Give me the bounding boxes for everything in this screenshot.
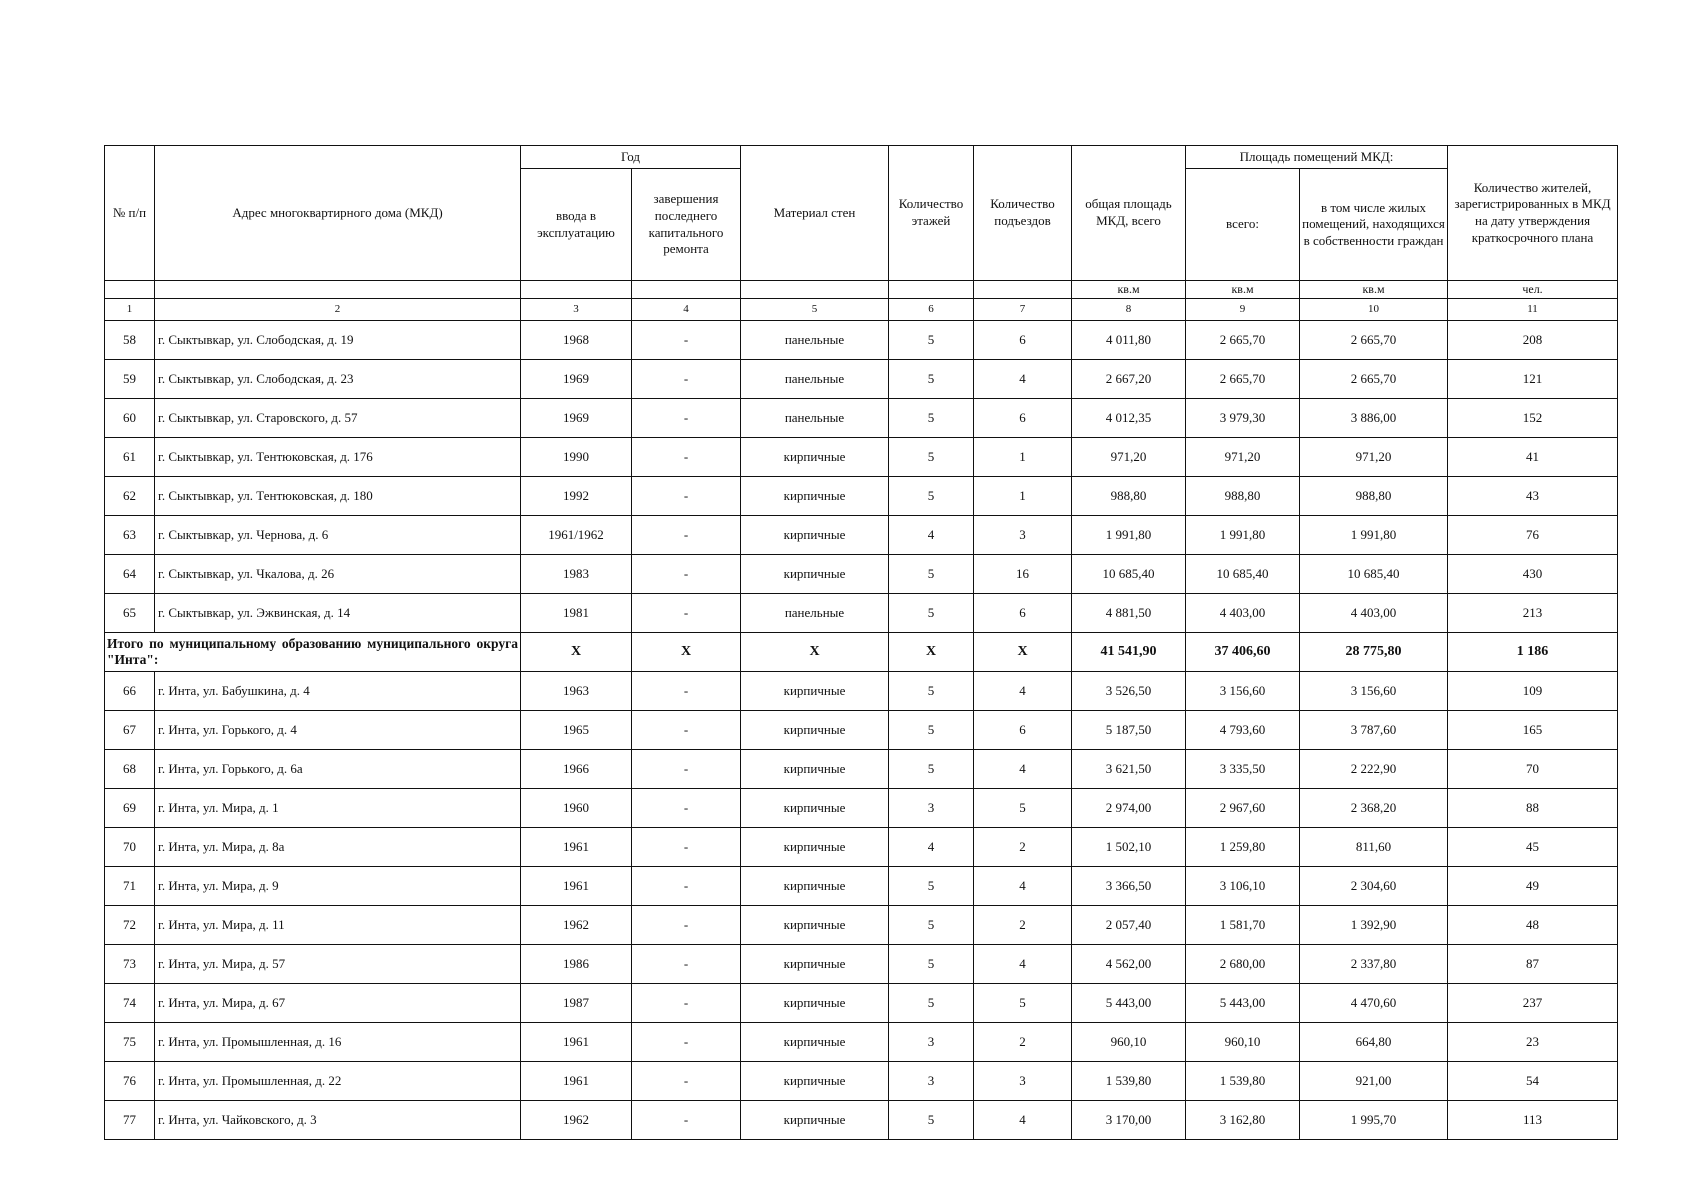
row-floors: 4 xyxy=(889,516,974,555)
row-residents: 43 xyxy=(1448,477,1618,516)
column-index: 8 xyxy=(1072,299,1186,321)
row-year-repair: - xyxy=(632,477,741,516)
table-row xyxy=(105,867,1618,906)
row-address: г. Сыктывкар, ул. Чернова, д. 6 xyxy=(155,516,521,555)
unit-area-residential: кв.м xyxy=(1300,281,1448,299)
row-area-residential: 971,20 xyxy=(1300,438,1448,477)
row-address: г. Инта, ул. Горького, д. 6а xyxy=(155,750,521,789)
row-number: 63 xyxy=(105,516,155,555)
row-area-all: 1 259,80 xyxy=(1186,828,1300,867)
column-index: 10 xyxy=(1300,299,1448,321)
header-area-group: Площадь помещений МКД: xyxy=(1186,146,1448,169)
row-number: 69 xyxy=(105,789,155,828)
row-total-area: 2 667,20 xyxy=(1072,360,1186,399)
row-year-commission: 1962 xyxy=(521,906,632,945)
row-area-residential: 2 368,20 xyxy=(1300,789,1448,828)
row-entrances: 3 xyxy=(974,516,1072,555)
row-wall-material: кирпичные xyxy=(741,1062,889,1101)
row-year-repair: - xyxy=(632,321,741,360)
row-year-repair: - xyxy=(632,828,741,867)
row-residents: 23 xyxy=(1448,1023,1618,1062)
unit-empty xyxy=(889,281,974,299)
row-year-commission: 1987 xyxy=(521,984,632,1023)
row-area-residential: 2 337,80 xyxy=(1300,945,1448,984)
row-total-area: 1 502,10 xyxy=(1072,828,1186,867)
row-total-area: 2 974,00 xyxy=(1072,789,1186,828)
row-area-residential: 921,00 xyxy=(1300,1062,1448,1101)
row-address: г. Сыктывкар, ул. Слободская, д. 19 xyxy=(155,321,521,360)
row-floors: 5 xyxy=(889,1101,974,1140)
total-repair: X xyxy=(632,633,741,672)
row-number: 60 xyxy=(105,399,155,438)
column-index-row xyxy=(105,299,1618,321)
row-area-residential: 1 995,70 xyxy=(1300,1101,1448,1140)
row-area-all: 971,20 xyxy=(1186,438,1300,477)
row-total-area: 5 443,00 xyxy=(1072,984,1186,1023)
row-floors: 3 xyxy=(889,789,974,828)
header-year-repair: завершения последнего капитального ремонта xyxy=(632,169,741,281)
header-wall-material: Материал стен xyxy=(741,146,889,281)
row-entrances: 4 xyxy=(974,867,1072,906)
row-number: 58 xyxy=(105,321,155,360)
row-year-commission: 1960 xyxy=(521,789,632,828)
row-floors: 5 xyxy=(889,555,974,594)
row-year-commission: 1961 xyxy=(521,867,632,906)
table-row xyxy=(105,672,1618,711)
row-entrances: 4 xyxy=(974,672,1072,711)
row-number: 65 xyxy=(105,594,155,633)
row-area-residential: 2 665,70 xyxy=(1300,321,1448,360)
row-year-repair: - xyxy=(632,984,741,1023)
row-floors: 3 xyxy=(889,1023,974,1062)
row-area-residential: 2 222,90 xyxy=(1300,750,1448,789)
row-floors: 5 xyxy=(889,477,974,516)
column-index: 3 xyxy=(521,299,632,321)
row-residents: 121 xyxy=(1448,360,1618,399)
table-row xyxy=(105,477,1618,516)
row-residents: 70 xyxy=(1448,750,1618,789)
row-year-commission: 1961 xyxy=(521,1023,632,1062)
unit-empty xyxy=(974,281,1072,299)
row-year-repair: - xyxy=(632,1062,741,1101)
row-year-repair: - xyxy=(632,594,741,633)
row-address: г. Инта, ул. Чайковского, д. 3 xyxy=(155,1101,521,1140)
table-row xyxy=(105,906,1618,945)
row-year-commission: 1961/1962 xyxy=(521,516,632,555)
row-area-residential: 988,80 xyxy=(1300,477,1448,516)
unit-empty xyxy=(521,281,632,299)
row-number: 68 xyxy=(105,750,155,789)
row-total-area: 4 012,35 xyxy=(1072,399,1186,438)
row-address: г. Инта, ул. Мира, д. 1 xyxy=(155,789,521,828)
row-area-residential: 4 403,00 xyxy=(1300,594,1448,633)
row-number: 73 xyxy=(105,945,155,984)
row-residents: 48 xyxy=(1448,906,1618,945)
row-area-all: 960,10 xyxy=(1186,1023,1300,1062)
row-residents: 54 xyxy=(1448,1062,1618,1101)
row-total-area: 3 526,50 xyxy=(1072,672,1186,711)
row-year-commission: 1966 xyxy=(521,750,632,789)
row-residents: 165 xyxy=(1448,711,1618,750)
table-row xyxy=(105,438,1618,477)
row-floors: 5 xyxy=(889,594,974,633)
header-residents: Количество жителей, зарегистрированных в МКД на дату утверждения краткосрочного плана xyxy=(1448,146,1618,281)
row-entrances: 4 xyxy=(974,1101,1072,1140)
header-area-residential: в том числе жилых помещений, находящихся в собственности граждан xyxy=(1300,169,1448,281)
row-residents: 76 xyxy=(1448,516,1618,555)
row-entrances: 6 xyxy=(974,711,1072,750)
row-year-repair: - xyxy=(632,438,741,477)
total-entrances: X xyxy=(974,633,1072,672)
row-number: 77 xyxy=(105,1101,155,1140)
row-area-all: 2 967,60 xyxy=(1186,789,1300,828)
total-year: X xyxy=(521,633,632,672)
row-year-commission: 1961 xyxy=(521,828,632,867)
row-year-commission: 1983 xyxy=(521,555,632,594)
table-row xyxy=(105,594,1618,633)
header-row-1 xyxy=(105,146,1618,169)
row-residents: 237 xyxy=(1448,984,1618,1023)
row-floors: 5 xyxy=(889,360,974,399)
table-row xyxy=(105,1062,1618,1101)
row-year-repair: - xyxy=(632,399,741,438)
row-number: 64 xyxy=(105,555,155,594)
row-area-residential: 10 685,40 xyxy=(1300,555,1448,594)
row-wall-material: кирпичные xyxy=(741,711,889,750)
row-wall-material: кирпичные xyxy=(741,984,889,1023)
row-year-repair: - xyxy=(632,1101,741,1140)
row-address: г. Сыктывкар, ул. Слободская, д. 23 xyxy=(155,360,521,399)
row-area-all: 3 156,60 xyxy=(1186,672,1300,711)
row-address: г. Инта, ул. Промышленная, д. 22 xyxy=(155,1062,521,1101)
row-area-all: 988,80 xyxy=(1186,477,1300,516)
row-wall-material: кирпичные xyxy=(741,1101,889,1140)
row-area-all: 4 793,60 xyxy=(1186,711,1300,750)
row-entrances: 2 xyxy=(974,828,1072,867)
row-address: г. Инта, ул. Бабушкина, д. 4 xyxy=(155,672,521,711)
row-number: 67 xyxy=(105,711,155,750)
row-area-all: 1 581,70 xyxy=(1186,906,1300,945)
row-year-commission: 1961 xyxy=(521,1062,632,1101)
row-entrances: 2 xyxy=(974,1023,1072,1062)
row-entrances: 16 xyxy=(974,555,1072,594)
row-residents: 41 xyxy=(1448,438,1618,477)
row-area-residential: 3 787,60 xyxy=(1300,711,1448,750)
row-area-all: 3 162,80 xyxy=(1186,1101,1300,1140)
row-year-repair: - xyxy=(632,945,741,984)
row-area-residential: 2 304,60 xyxy=(1300,867,1448,906)
row-entrances: 4 xyxy=(974,750,1072,789)
row-number: 71 xyxy=(105,867,155,906)
row-residents: 109 xyxy=(1448,672,1618,711)
row-area-all: 1 991,80 xyxy=(1186,516,1300,555)
row-address: г. Сыктывкар, ул. Старовского, д. 57 xyxy=(155,399,521,438)
header-entrances: Количество подъездов xyxy=(974,146,1072,281)
row-year-repair: - xyxy=(632,789,741,828)
row-address: г. Сыктывкар, ул. Эжвинская, д. 14 xyxy=(155,594,521,633)
unit-empty xyxy=(155,281,521,299)
header-year-commission: ввода в эксплуатацию xyxy=(521,169,632,281)
row-year-commission: 1992 xyxy=(521,477,632,516)
row-wall-material: кирпичные xyxy=(741,828,889,867)
row-entrances: 6 xyxy=(974,594,1072,633)
header-units-row xyxy=(105,281,1618,299)
row-year-repair: - xyxy=(632,672,741,711)
header-total-area: общая площадь МКД, всего xyxy=(1072,146,1186,281)
row-total-area: 10 685,40 xyxy=(1072,555,1186,594)
row-wall-material: панельные xyxy=(741,594,889,633)
row-address: г. Сыктывкар, ул. Тентюковская, д. 180 xyxy=(155,477,521,516)
row-floors: 5 xyxy=(889,750,974,789)
row-area-residential: 2 665,70 xyxy=(1300,360,1448,399)
housing-table xyxy=(104,145,1618,1140)
column-index: 7 xyxy=(974,299,1072,321)
row-year-repair: - xyxy=(632,555,741,594)
row-wall-material: кирпичные xyxy=(741,750,889,789)
total-all: 37 406,60 xyxy=(1186,633,1300,672)
column-index: 6 xyxy=(889,299,974,321)
row-residents: 113 xyxy=(1448,1101,1618,1140)
column-index: 4 xyxy=(632,299,741,321)
total-label: Итого по муниципальному образованию муниципального округа "Инта": xyxy=(105,633,521,672)
row-floors: 5 xyxy=(889,945,974,984)
table-row xyxy=(105,399,1618,438)
table-row xyxy=(105,1101,1618,1140)
row-floors: 5 xyxy=(889,321,974,360)
row-residents: 208 xyxy=(1448,321,1618,360)
row-total-area: 1 539,80 xyxy=(1072,1062,1186,1101)
row-year-commission: 1986 xyxy=(521,945,632,984)
row-wall-material: кирпичные xyxy=(741,906,889,945)
row-year-repair: - xyxy=(632,1023,741,1062)
row-year-repair: - xyxy=(632,711,741,750)
row-entrances: 4 xyxy=(974,360,1072,399)
row-number: 74 xyxy=(105,984,155,1023)
table-row xyxy=(105,711,1618,750)
row-entrances: 2 xyxy=(974,906,1072,945)
row-year-commission: 1968 xyxy=(521,321,632,360)
row-wall-material: кирпичные xyxy=(741,555,889,594)
row-number: 61 xyxy=(105,438,155,477)
row-residents: 213 xyxy=(1448,594,1618,633)
row-total-area: 4 562,00 xyxy=(1072,945,1186,984)
row-area-all: 4 403,00 xyxy=(1186,594,1300,633)
row-floors: 4 xyxy=(889,828,974,867)
unit-empty xyxy=(741,281,889,299)
row-area-all: 10 685,40 xyxy=(1186,555,1300,594)
row-floors: 5 xyxy=(889,711,974,750)
row-year-repair: - xyxy=(632,516,741,555)
unit-area-all: кв.м xyxy=(1186,281,1300,299)
table-row xyxy=(105,750,1618,789)
row-area-all: 2 680,00 xyxy=(1186,945,1300,984)
row-entrances: 5 xyxy=(974,789,1072,828)
header-floors: Количество этажей xyxy=(889,146,974,281)
row-wall-material: кирпичные xyxy=(741,1023,889,1062)
column-index: 2 xyxy=(155,299,521,321)
row-floors: 5 xyxy=(889,672,974,711)
row-number: 70 xyxy=(105,828,155,867)
row-area-residential: 3 886,00 xyxy=(1300,399,1448,438)
row-floors: 5 xyxy=(889,438,974,477)
table-row xyxy=(105,789,1618,828)
row-number: 76 xyxy=(105,1062,155,1101)
row-area-residential: 664,80 xyxy=(1300,1023,1448,1062)
row-year-commission: 1969 xyxy=(521,360,632,399)
row-floors: 5 xyxy=(889,906,974,945)
row-address: г. Сыктывкар, ул. Чкалова, д. 26 xyxy=(155,555,521,594)
row-address: г. Сыктывкар, ул. Тентюковская, д. 176 xyxy=(155,438,521,477)
row-area-residential: 3 156,60 xyxy=(1300,672,1448,711)
row-floors: 5 xyxy=(889,399,974,438)
row-wall-material: кирпичные xyxy=(741,477,889,516)
row-area-all: 3 335,50 xyxy=(1186,750,1300,789)
row-wall-material: кирпичные xyxy=(741,945,889,984)
row-residents: 87 xyxy=(1448,945,1618,984)
row-wall-material: панельные xyxy=(741,360,889,399)
row-area-all: 2 665,70 xyxy=(1186,321,1300,360)
row-year-commission: 1962 xyxy=(521,1101,632,1140)
row-floors: 5 xyxy=(889,867,974,906)
row-number: 66 xyxy=(105,672,155,711)
row-floors: 5 xyxy=(889,984,974,1023)
row-address: г. Инта, ул. Промышленная, д. 16 xyxy=(155,1023,521,1062)
row-area-all: 1 539,80 xyxy=(1186,1062,1300,1101)
total-row xyxy=(105,633,1618,672)
table-row xyxy=(105,984,1618,1023)
column-index: 5 xyxy=(741,299,889,321)
row-total-area: 960,10 xyxy=(1072,1023,1186,1062)
row-total-area: 4 881,50 xyxy=(1072,594,1186,633)
row-year-commission: 1965 xyxy=(521,711,632,750)
row-wall-material: кирпичные xyxy=(741,672,889,711)
table-row xyxy=(105,828,1618,867)
row-total-area: 2 057,40 xyxy=(1072,906,1186,945)
column-index: 1 xyxy=(105,299,155,321)
row-year-commission: 1990 xyxy=(521,438,632,477)
table-row xyxy=(105,555,1618,594)
total-floors: X xyxy=(889,633,974,672)
header-year-group: Год xyxy=(521,146,741,169)
row-year-repair: - xyxy=(632,750,741,789)
row-area-residential: 1 991,80 xyxy=(1300,516,1448,555)
row-total-area: 3 170,00 xyxy=(1072,1101,1186,1140)
row-address: г. Инта, ул. Мира, д. 8а xyxy=(155,828,521,867)
total-residents: 1 186 xyxy=(1448,633,1618,672)
row-year-commission: 1963 xyxy=(521,672,632,711)
table-row xyxy=(105,321,1618,360)
row-entrances: 3 xyxy=(974,1062,1072,1101)
row-area-residential: 1 392,90 xyxy=(1300,906,1448,945)
row-entrances: 6 xyxy=(974,321,1072,360)
row-year-commission: 1969 xyxy=(521,399,632,438)
row-year-repair: - xyxy=(632,906,741,945)
row-number: 72 xyxy=(105,906,155,945)
row-area-residential: 811,60 xyxy=(1300,828,1448,867)
total-residential: 28 775,80 xyxy=(1300,633,1448,672)
unit-residents: чел. xyxy=(1448,281,1618,299)
row-residents: 88 xyxy=(1448,789,1618,828)
table-row xyxy=(105,360,1618,399)
row-total-area: 5 187,50 xyxy=(1072,711,1186,750)
row-address: г. Инта, ул. Мира, д. 57 xyxy=(155,945,521,984)
row-total-area: 4 011,80 xyxy=(1072,321,1186,360)
row-residents: 430 xyxy=(1448,555,1618,594)
row-entrances: 1 xyxy=(974,438,1072,477)
row-wall-material: панельные xyxy=(741,321,889,360)
row-entrances: 4 xyxy=(974,945,1072,984)
row-entrances: 5 xyxy=(974,984,1072,1023)
row-area-all: 2 665,70 xyxy=(1186,360,1300,399)
table-row xyxy=(105,1023,1618,1062)
header-address: Адрес многоквартирного дома (МКД) xyxy=(155,146,521,281)
row-residents: 152 xyxy=(1448,399,1618,438)
row-floors: 3 xyxy=(889,1062,974,1101)
row-address: г. Инта, ул. Мира, д. 9 xyxy=(155,867,521,906)
row-wall-material: кирпичные xyxy=(741,438,889,477)
row-area-residential: 4 470,60 xyxy=(1300,984,1448,1023)
row-number: 59 xyxy=(105,360,155,399)
total-total: 41 541,90 xyxy=(1072,633,1186,672)
unit-empty xyxy=(105,281,155,299)
row-entrances: 6 xyxy=(974,399,1072,438)
row-total-area: 3 366,50 xyxy=(1072,867,1186,906)
row-address: г. Инта, ул. Мира, д. 67 xyxy=(155,984,521,1023)
column-index: 11 xyxy=(1448,299,1618,321)
unit-total-area: кв.м xyxy=(1072,281,1186,299)
row-area-all: 5 443,00 xyxy=(1186,984,1300,1023)
row-total-area: 1 991,80 xyxy=(1072,516,1186,555)
row-total-area: 971,20 xyxy=(1072,438,1186,477)
row-year-repair: - xyxy=(632,867,741,906)
row-residents: 49 xyxy=(1448,867,1618,906)
row-address: г. Инта, ул. Мира, д. 11 xyxy=(155,906,521,945)
row-number: 75 xyxy=(105,1023,155,1062)
row-area-all: 3 979,30 xyxy=(1186,399,1300,438)
row-entrances: 1 xyxy=(974,477,1072,516)
table-row xyxy=(105,516,1618,555)
header-col-number: № п/п xyxy=(105,146,155,281)
row-wall-material: кирпичные xyxy=(741,789,889,828)
row-area-all: 3 106,10 xyxy=(1186,867,1300,906)
row-wall-material: кирпичные xyxy=(741,516,889,555)
column-index: 9 xyxy=(1186,299,1300,321)
row-residents: 45 xyxy=(1448,828,1618,867)
row-number: 62 xyxy=(105,477,155,516)
unit-empty xyxy=(632,281,741,299)
row-wall-material: панельные xyxy=(741,399,889,438)
row-year-repair: - xyxy=(632,360,741,399)
row-total-area: 988,80 xyxy=(1072,477,1186,516)
total-material: X xyxy=(741,633,889,672)
header-area-all: всего: xyxy=(1186,169,1300,281)
row-year-commission: 1981 xyxy=(521,594,632,633)
table-row xyxy=(105,945,1618,984)
row-total-area: 3 621,50 xyxy=(1072,750,1186,789)
row-wall-material: кирпичные xyxy=(741,867,889,906)
row-address: г. Инта, ул. Горького, д. 4 xyxy=(155,711,521,750)
